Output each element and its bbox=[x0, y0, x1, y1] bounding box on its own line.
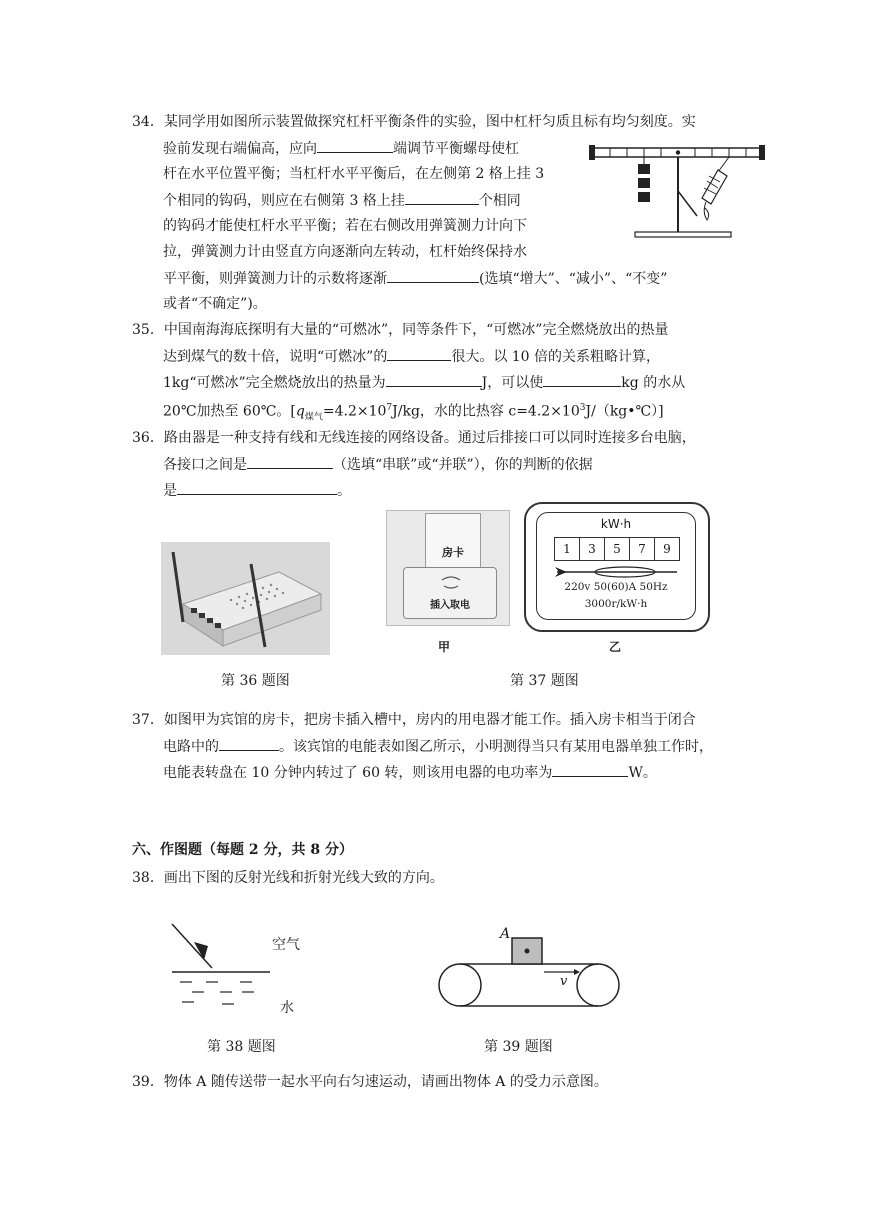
q36-text: （选填“串联”或“并联”），你的判断的依据 bbox=[333, 457, 593, 473]
q34-text: 平平衡，则弹簧测力计的示数将逐渐 bbox=[163, 271, 387, 287]
q36-line-3 bbox=[163, 480, 351, 501]
q37-text: 。该宾馆的电能表如图乙所示，小明测得当只有某用电器单独工作时， bbox=[279, 739, 713, 755]
slot-arrow-icon bbox=[440, 576, 462, 590]
q34-blank-2[interactable] bbox=[405, 190, 479, 205]
q35-text: J/（kg•℃）] bbox=[585, 403, 664, 420]
q34-line-4 bbox=[163, 190, 521, 211]
figure-38-caption: 第 38 题图 bbox=[207, 1039, 276, 1055]
q34-blank-1[interactable] bbox=[317, 138, 393, 153]
water-label: 水 bbox=[280, 1000, 294, 1016]
q35-text: 很大。以 10 倍的关系粗略计算， bbox=[451, 349, 661, 365]
q34-text: 端调节平衡螺母使杠 bbox=[393, 141, 519, 157]
q34-line-6: 拉，弹簧测力计由竖直方向逐渐向左转动，杠杆始终保持水 bbox=[163, 244, 527, 260]
block-a-label: A bbox=[500, 926, 511, 942]
meter-display bbox=[554, 537, 680, 561]
pivot-point bbox=[676, 150, 680, 154]
block-center-dot bbox=[525, 949, 530, 954]
q34-line-5: 的钩码才能使杠杆水平平衡；若在右侧改用弹簧测力计向下 bbox=[163, 218, 527, 234]
meter-digit: 7 bbox=[630, 538, 655, 560]
spring-scale bbox=[702, 170, 727, 204]
q34-text: 个相同的钩码，则应在右侧第 3 格上挂 bbox=[163, 193, 405, 209]
q34-line-8: 或者“不确定”)。 bbox=[163, 296, 267, 312]
q37-line-1: 37．如图甲为宾馆的房卡，把房卡插入槽中，房内的用电器才能工作。插入房卡相当于闭合 bbox=[132, 712, 696, 728]
hook-weight bbox=[638, 178, 650, 188]
card-slot bbox=[403, 567, 497, 619]
slot-label: 插入取电 bbox=[430, 600, 470, 611]
hook-weight bbox=[638, 192, 650, 202]
q36-text: 。 bbox=[337, 483, 351, 499]
velocity-arrow-icon bbox=[574, 969, 580, 975]
q35-text: 1kg“可燃冰”完全燃烧放出的热量为 bbox=[163, 375, 386, 391]
router-photo bbox=[161, 542, 330, 655]
q35-blank-2[interactable] bbox=[386, 372, 482, 387]
balance-nut-left bbox=[589, 145, 595, 160]
card-label: 房卡 bbox=[442, 546, 464, 559]
q37-line-3 bbox=[163, 762, 657, 783]
q35-text: 3 bbox=[579, 403, 586, 413]
q35-text: kg 的水从 bbox=[621, 375, 686, 391]
meter-revolutions: 3000r/kW·h bbox=[584, 598, 648, 610]
q34-text: 个相同 bbox=[478, 193, 521, 209]
meter-unit: kW·h bbox=[600, 517, 632, 531]
q34-line-1: 34．某同学用如图所示装置做探究杠杆平衡条件的实验，图中杠杆匀质且标有均匀刻度。实 bbox=[132, 114, 696, 130]
q35-line-1: 35．中国南海海底探明有大量的“可燃冰”，同等条件下，“可燃冰”完全燃烧放出的热量 bbox=[132, 322, 669, 338]
hook-weight bbox=[638, 164, 650, 174]
meter-disc-arrow-icon bbox=[553, 564, 681, 580]
velocity-label: v bbox=[560, 974, 568, 989]
conveyor-wheel-left bbox=[439, 964, 481, 1006]
meter-digit: 3 bbox=[580, 538, 605, 560]
q34-line-3: 杆在水平位置平衡；当杠杆水平平衡后，在左侧第 2 格上挂 3 bbox=[163, 166, 545, 182]
q36-line-1: 36．路由器是一种支持有线和无线连接的网络设备。通过后排接口可以同时连接多台电脑， bbox=[132, 430, 696, 446]
figure-39-caption: 第 39 题图 bbox=[484, 1039, 553, 1055]
q35-text: J/kg，水的比热容 c=4.2×10 bbox=[392, 403, 580, 420]
figure-37-caption: 第 37 题图 bbox=[510, 673, 579, 689]
q36-text: 是 bbox=[163, 483, 177, 499]
meter-digit: 5 bbox=[605, 538, 630, 560]
q39-text: 39．物体 A 随传送带一起水平向右匀速运动，请画出物体 A 的受力示意图。 bbox=[132, 1074, 608, 1090]
q35-text: 煤气 bbox=[304, 412, 323, 423]
air-label: 空气 bbox=[272, 937, 300, 953]
meter-panel bbox=[536, 512, 696, 620]
q35-text: 7 bbox=[386, 403, 393, 413]
lever-base bbox=[635, 232, 731, 237]
q35-blank-3[interactable] bbox=[543, 372, 621, 387]
q35-blank-1[interactable] bbox=[387, 346, 451, 361]
figure-39-conveyor bbox=[436, 926, 622, 1010]
q37-blank-1[interactable] bbox=[219, 736, 279, 751]
q36-line-2 bbox=[163, 454, 593, 475]
figure-label-jia: 甲 bbox=[438, 640, 451, 654]
figure-label-yi: 乙 bbox=[609, 640, 622, 654]
q34-line-7 bbox=[163, 268, 667, 289]
q36-text: 各接口之间是 bbox=[163, 457, 247, 473]
q35-text: J，可以使 bbox=[481, 375, 544, 391]
q35-line-4 bbox=[163, 398, 664, 427]
meter-digit: 9 bbox=[663, 542, 671, 556]
q37-line-2 bbox=[163, 736, 713, 757]
q34-text: 验前发现右端偏高，应向 bbox=[163, 141, 317, 157]
room-card bbox=[425, 513, 481, 571]
meter-digit: 1 bbox=[555, 538, 580, 560]
q34-blank-3[interactable] bbox=[387, 268, 479, 283]
lever-figure bbox=[585, 136, 775, 244]
q38-text: 38．画出下图的反射光线和折射光线大致的方向。 bbox=[132, 870, 444, 886]
figure-36-caption: 第 36 题图 bbox=[221, 673, 290, 689]
q36-blank-2[interactable] bbox=[177, 480, 337, 495]
q35-text: 达到煤气的数十倍，说明“可燃冰”的 bbox=[163, 349, 388, 365]
section-6-title: 六、作图题（每题 2 分，共 8 分） bbox=[132, 842, 353, 858]
q35-line-2 bbox=[163, 346, 660, 367]
q37-text: 电路中的 bbox=[163, 739, 219, 755]
q34-text: (选填“增大”、“减小”、“不变” bbox=[479, 271, 668, 287]
meter-spec: 220v 50(60)A 50Hz bbox=[564, 581, 668, 593]
room-card-photo bbox=[386, 510, 510, 626]
q35-text: q bbox=[295, 403, 305, 420]
q37-text: W。 bbox=[628, 765, 657, 781]
q37-blank-2[interactable] bbox=[552, 762, 628, 777]
q35-line-3 bbox=[163, 372, 685, 393]
conveyor-wheel-right bbox=[577, 964, 619, 1006]
electric-meter bbox=[524, 502, 710, 632]
q34-line-2 bbox=[163, 138, 519, 159]
q35-text: =4.2×10 bbox=[322, 403, 387, 420]
q36-blank-1[interactable] bbox=[247, 454, 333, 469]
balance-nut-right bbox=[759, 145, 765, 160]
q35-text: 20℃加热至 60℃。[ bbox=[163, 403, 296, 420]
q37-text: 电能表转盘在 10 分钟内转过了 60 转，则该用电器的电功率为 bbox=[163, 765, 553, 781]
